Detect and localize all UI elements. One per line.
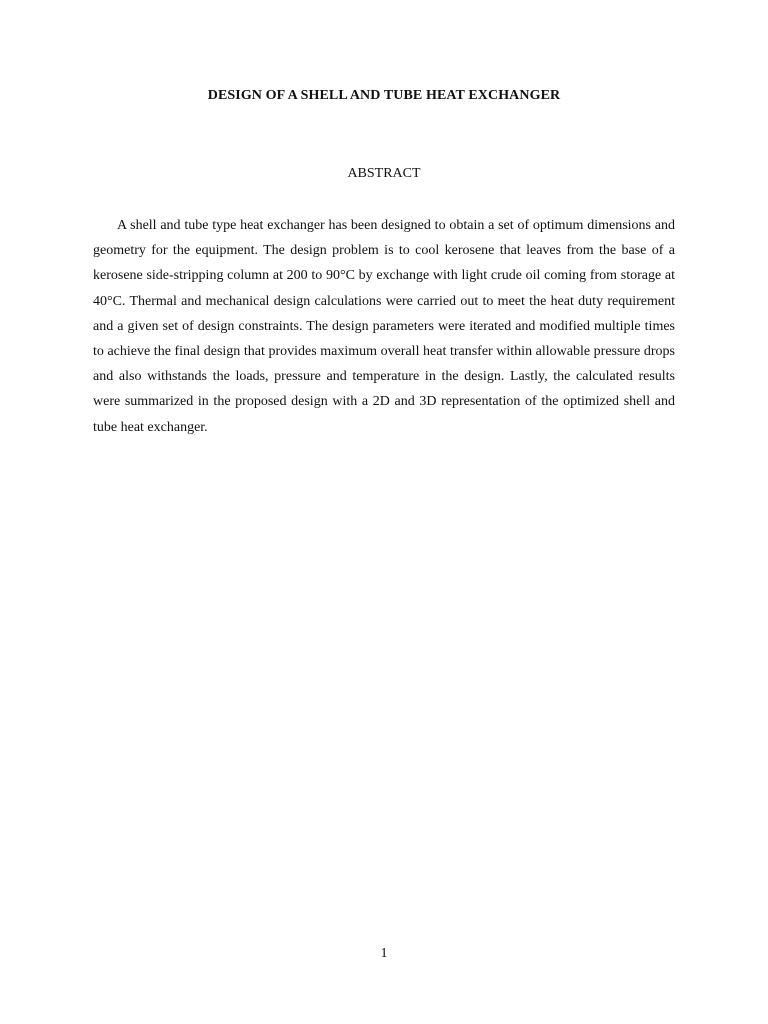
page-number: 1 — [380, 946, 388, 961]
abstract-paragraph: A shell and tube type heat exchanger has been designed to obtain a set of optimum dimensions and geometry for the equipment. The design problem is to cool kerosene that leaves from the base of a kerosene side-stripping column at 200 to 90°C by exchange with light crude oil coming from storage at 40°C. Thermal and mechanical design calculations were carried out to meet the heat duty requirement and a given set of design constraints. The design parameters were iterated and modified multiple times to achieve the final design that provides maximum overall heat transfer within allowable pressure drops and also withstands the loads, pressure and temperature in the design. Lastly, the calculated results were summarized in the proposed design with a 2D and 3D representation of the optimized shell and tube heat exchanger. — [93, 218, 675, 435]
abstract-heading: ABSTRACT — [347, 166, 421, 181]
document-title: DESIGN OF A SHELL AND TUBE HEAT EXCHANGER — [207, 88, 561, 103]
